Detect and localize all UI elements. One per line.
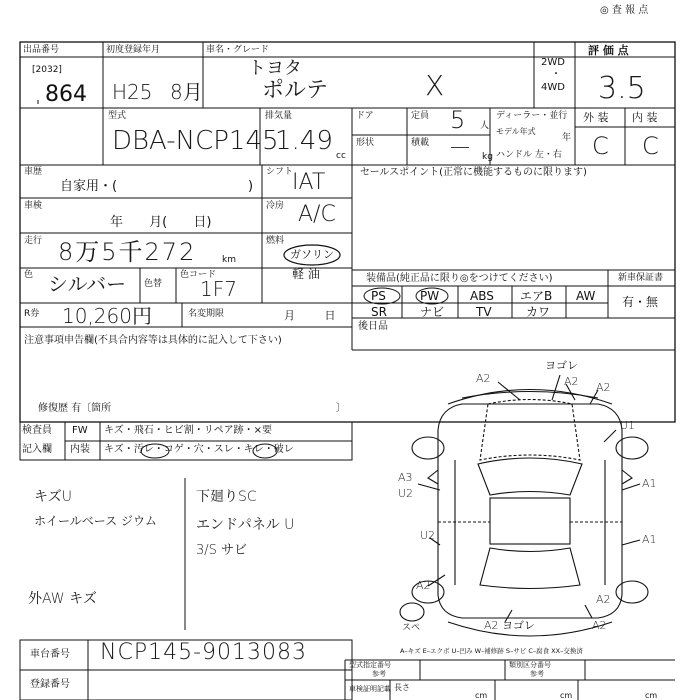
cc-label: cc <box>336 151 346 161</box>
mileage-label: 走行 <box>24 236 43 246</box>
diagram-mark: U1 <box>620 419 636 432</box>
color-code-label: 色コード <box>180 270 217 280</box>
inspection-label: 車検 <box>24 201 43 211</box>
ac-value: A/C <box>298 202 336 227</box>
cm-unit: cm <box>475 691 488 700</box>
length-label: 長さ <box>394 683 410 692</box>
registration-year: H25 <box>112 80 153 104</box>
kg-label: kg <box>482 152 493 162</box>
diagram-mark: U2 <box>420 529 436 542</box>
diagram-mark: A3 <box>398 471 413 484</box>
type-designation-note: 参考 <box>372 670 386 678</box>
cm-unit: cm <box>560 691 573 700</box>
type-label: 型式 <box>108 111 127 121</box>
color-label: 色 <box>24 270 34 280</box>
capacity-label: 定員 <box>411 111 430 121</box>
lot-number-label: 出品番号 <box>23 45 60 55</box>
lot-number-small: [2032] <box>32 65 62 75</box>
displacement-value: 1.49 <box>275 126 333 156</box>
repair-history-close: 〕 <box>336 403 346 414</box>
warranty-value: 有・無 <box>622 295 659 309</box>
person-label: 人 <box>480 121 490 131</box>
fw-items: キズ・飛石・ヒビ割・リペア跡・×要 <box>104 425 272 436</box>
fuel-label: 燃料 <box>266 236 285 246</box>
year-suffix: 年 <box>562 133 572 143</box>
chassis-value: NCP145-9013083 <box>100 640 307 665</box>
registration-month: 8月 <box>170 80 203 104</box>
mileage-value: 8万5千272 <box>58 238 197 266</box>
equipment-label: 装備品(純正品に限り◎をつけてください) <box>366 273 553 284</box>
recycle-label: R券 <box>24 309 40 319</box>
equip-leather: カワ <box>526 305 551 319</box>
score-label: 評 価 点 <box>588 44 629 57</box>
diagram-mark: A1 <box>642 533 657 546</box>
grade-value: X <box>425 69 445 102</box>
fuel-diesel: 軽 油 <box>292 267 320 281</box>
interior-check-label: 内装 <box>70 444 90 455</box>
diagram-mark: A2 ヨゴレ <box>484 619 536 632</box>
rear-seat-label: 後日品 <box>358 321 388 332</box>
remark-right-1: 下廻りSC <box>196 489 257 505</box>
score-value: 3.5 <box>598 71 646 106</box>
ac-label: 冷房 <box>266 201 285 211</box>
inspector-label: 検査員 <box>22 425 52 436</box>
fuel-gasoline: ガソリン <box>290 248 334 261</box>
capacity-value: 5 <box>450 106 466 134</box>
first-registration-label: 初度登録年月 <box>106 45 161 55</box>
repaint-label: 色替 <box>144 279 163 289</box>
drive-4wd: 4WD <box>541 82 565 93</box>
name-change-label: 名変期限 <box>188 309 225 319</box>
door-label: ドア <box>356 111 374 121</box>
drive-dot: ・ <box>551 69 561 80</box>
interior-value: C <box>642 132 659 160</box>
type-designation-label: 型式指定番号 <box>349 661 391 669</box>
history-close: ) <box>248 179 254 194</box>
warranty-label: 新車保証書 <box>618 273 664 283</box>
cm-unit: cm <box>645 691 658 700</box>
color-code-value: 1F7 <box>200 277 237 301</box>
equip-ps: PS <box>371 289 386 303</box>
diagram-mark: A2 <box>596 593 611 606</box>
diagram-mark: ヨゴレ <box>545 359 578 372</box>
inspection-value: 年 月( 日) <box>110 215 212 230</box>
diagram-mark: U2 <box>398 487 414 500</box>
interior-check-items: キズ・汚レ・コゲ・穴・スレ・キレ・破レ <box>104 444 294 455</box>
remark-right-2: エンドパネル U <box>196 517 295 533</box>
diagram-mark: A2 <box>592 619 607 632</box>
dealer-label: ディーラー・並行 <box>496 111 568 121</box>
equip-abs: ABS <box>470 289 494 303</box>
exterior-value: C <box>592 132 609 160</box>
damage-legend: A–キズ E–エクボ U–凹み W–補修跡 S–サビ C–腐食 XX–交換済 <box>400 647 583 655</box>
recycle-value: 10,260円 <box>62 304 152 328</box>
remark-left-3: 外AW キズ <box>28 591 97 607</box>
load-value: — <box>450 134 470 158</box>
diagram-mark: A1 <box>642 477 657 490</box>
model-year-label: モデル年式 <box>496 127 536 136</box>
category-number-label: 類別区分番号 <box>509 661 551 669</box>
category-number-note: 参考 <box>530 670 544 678</box>
equip-navi: ナビ <box>420 305 445 319</box>
history-label: 車歴 <box>24 167 43 177</box>
maker-value: トヨタ <box>248 58 302 79</box>
color-value: シルバー <box>48 272 127 296</box>
drive-2wd: 2WD <box>541 57 565 68</box>
model-value: ポルテ <box>262 78 329 103</box>
repair-history-label: 修復歴 有〔箇所 <box>38 403 112 414</box>
type-value: DBA-NCP145 <box>112 126 279 156</box>
chassis-label: 車台番号 <box>30 649 70 660</box>
shift-label: シフト <box>266 167 294 177</box>
certificate-label: 車検証明記載 <box>349 685 391 693</box>
diagram-mark: A2 <box>596 381 611 394</box>
load-label: 積載 <box>411 138 430 148</box>
shift-value: IAT <box>292 170 326 195</box>
diagram-mark: A2 <box>416 579 431 592</box>
displacement-label: 排気量 <box>265 111 293 121</box>
remark-right-3: 3/S サビ <box>196 543 248 558</box>
interior-label: 内 装 <box>632 111 658 124</box>
remark-left-1: キズU <box>34 489 72 505</box>
caution-label: 注意事項申告欄(不具合内容等は具体的に記入して下さい) <box>24 335 282 346</box>
equip-sr: SR <box>371 305 387 319</box>
shape-label: 形状 <box>356 138 375 148</box>
equip-aw: AW <box>576 289 596 303</box>
top-right-mark: ◎ 査 報 点 <box>600 5 649 16</box>
sales-point-label: セールスポイント(正常に機能するものに限ります) <box>360 167 587 178</box>
diagram-mark: スペ <box>402 623 421 633</box>
exterior-label: 外 装 <box>583 111 609 124</box>
km-label: km <box>222 255 236 265</box>
diagram-mark: A2 <box>564 375 579 388</box>
equip-airbag: エアB <box>520 289 553 303</box>
inspector-entry-label: 記入欄 <box>22 444 52 455</box>
equip-pw: PW <box>420 289 440 303</box>
remark-left-2: ホイールベース ジウム <box>34 514 157 528</box>
handle-label: ハンドル 左・右 <box>496 150 562 160</box>
registration-number-label: 登録番号 <box>30 679 70 690</box>
lot-number-value: 864 <box>45 82 87 107</box>
car-name-label: 車名・グレード <box>206 45 270 55</box>
fw-label: FW <box>72 425 88 436</box>
diagram-mark: A2 <box>476 372 491 385</box>
name-change-value: 月 日 <box>284 309 336 322</box>
equip-tv: TV <box>476 305 492 319</box>
history-value: 自家用・( <box>60 179 118 194</box>
